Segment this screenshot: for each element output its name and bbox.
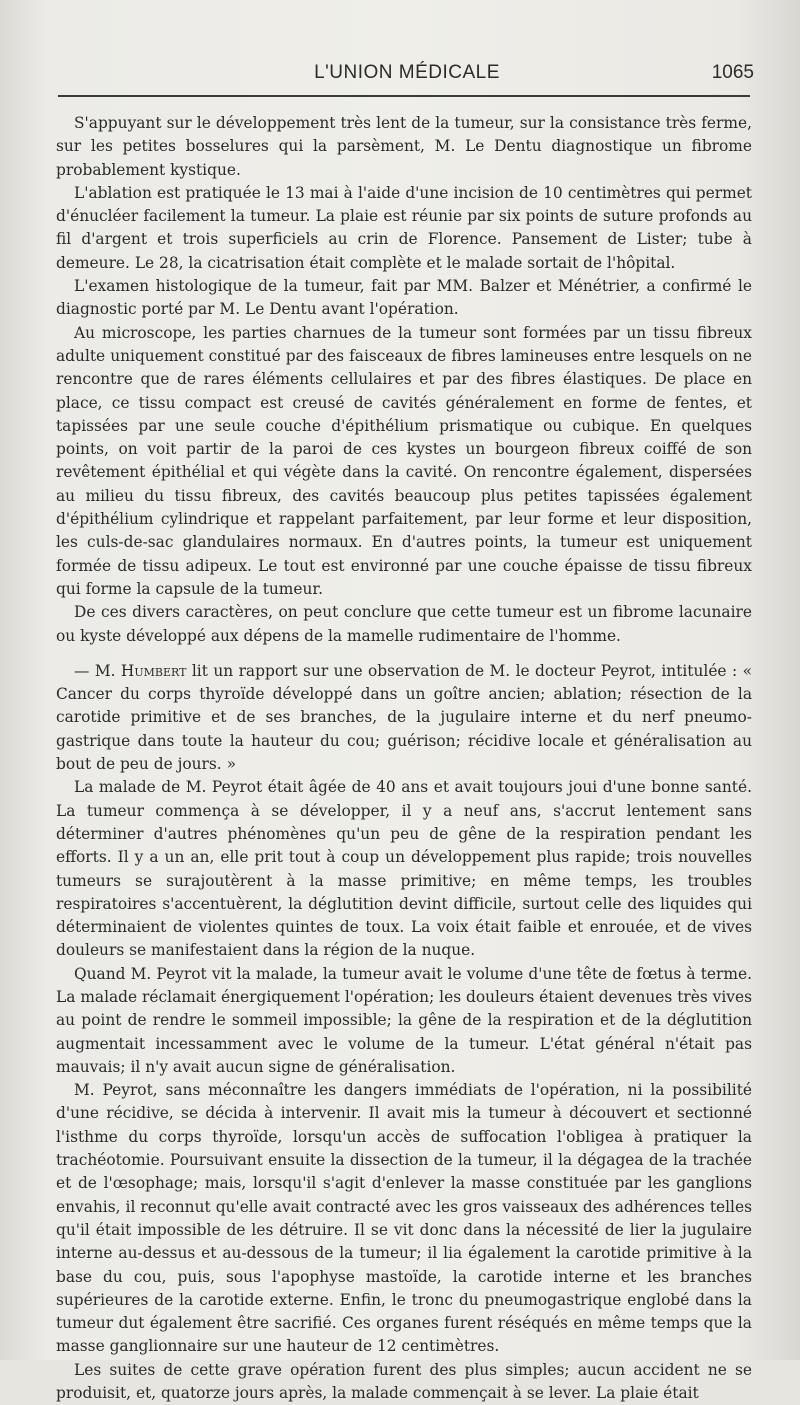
- body-text: [56, 112, 752, 1405]
- paragraph-report: [56, 660, 752, 776]
- paragraph: L'ablation est pratiquée le 13 mai à l'aide d'une incision de 10 centimètres qui permet d'énucléer facilement la tumeur. La plaie est réunie par six points de suture profonds au fil d'argent et trois superficiels au crin de Florence. Pansement de Lister; tube à demeure. Le 28, la cicatrisation était complète et le malade sortait de l'hôpital.: [56, 183, 752, 272]
- paragraph: Les suites de cette grave opération furent des plus simples; aucun accident ne se produisit, et, quatorze jours après, la malade commençait à se lever. La plaie était: [56, 1360, 752, 1403]
- paragraph: La malade de M. Peyrot était âgée de 40 ans et avait toujours joui d'une bonne santé. La tumeur commença à se développer, il y a neuf ans, s'accrut lentement sans déterminer d'autres phénomènes qu'un peu de gêne de la respiration pendant les efforts. Il y a un an, elle prit tout à coup un développement plus rapide; trois nouvelles tumeurs se surajoutèrent à la masse primitive; en même temps, les troubles respiratoires s'accentuèrent, la déglutition devint difficile, surtout celle des liquides qui déterminaient de violentes quintes de toux. La voix était faible et enrouée, et de vives douleurs se manifestaient dans la région de la nuque.: [56, 778, 752, 960]
- paragraph: Au microscope, les parties charnues de la tumeur sont formées par un tissu fibreux adulte uniquement constitué par des faisceaux de fibres lamineuses entre lesquels on ne rencontre que de rares éléments cellulaires et par des fibres élastiques. De place en place, ce tissu compact est creusé de cavités généralement en forme de fentes, et tapissées par une seule couche d'épithélium prismatique ou cubique. En quelques points, on voit partir de la paroi de ces kystes un bourgeon fibreux coiffé de son revêtement épithélial et qui végète dans la cavité. On rencontre également, dispersées au milieu du tissu fibreux, des cavités beaucoup plus petites tapissées également d'épithélium cylindrique et rappelant parfaitement, par leur forme et leur disposition, les culs-de-sac glandulaires normaux. En d'autres points, la tumeur est uniquement formée de tissu adipeux. Le tout est environné par une couche épaisse de tissu fibreux qui forme la capsule de la tumeur.: [56, 323, 752, 598]
- paragraph: De ces divers caractères, on peut conclure que cette tumeur est un fibrome lacunaire ou kyste développé aux dépens de la mamelle rudimentaire de l'homme.: [56, 603, 752, 645]
- page-header: [56, 62, 758, 88]
- report-text: lit un rapport sur une observation de M. le docteur Peyrot, intitulée : « Cancer du corps thyroïde développé dans un goître ancien; ablation; résection de la carotide primitive et de ses branches, de la jugulaire interne et du nerf pneumo-gastrique dans toute la hauteur du cou; guérison; récidive locale et généralisation au bout de peu de jours. »: [56, 661, 753, 774]
- running-title: L'UNION MÉDICALE: [314, 62, 500, 83]
- paragraph: S'appuyant sur le développement très lent de la tumeur, sur la consistance très ferme, sur les petites bosselures qui la parsèment, M. Le Dentu diagnostique un fibrome probablement kystique.: [56, 114, 752, 179]
- report-author: Humbert: [120, 661, 187, 680]
- report-lead: — M.: [74, 661, 121, 680]
- paragraph: L'examen histologique de la tumeur, fait par MM. Balzer et Ménétrier, a confirmé le diagnostic porté par M. Le Dentu avant l'opération.: [56, 277, 752, 319]
- page-number: 1065: [711, 62, 754, 83]
- paragraph: M. Peyrot, sans méconnaître les dangers immédiats de l'opération, ni la possibilité d'une récidive, se décida à intervenir. Il avait mis la tumeur à découvert et sectionné l'isthme du corps thyroïde, lorsqu'un accès de suffocation l'obligea à pratiquer la trachéotomie. Poursuivant ensuite la dissection de la tumeur, il la dégagea de la trachée et de l'œsophage; mais, lorsqu'il s'agit d'enlever la masse constituée par les ganglions envahis, il reconnut qu'elle avait contracté avec les gros vaisseaux des adhérences telles qu'il était impossible de les détruire. Il se vit donc dans la nécessité de lier la jugulaire interne au-dessus et au-dessous de la tumeur; il lia également la carotide primitive à la base du cou, puis, sous l'apophyse mastoïde, la carotide interne et les branches supérieures de la carotide externe. Enfin, le tronc du pneumogastrique englobé dans la tumeur dut également être sacrifié. Ces organes furent réséqués en même temps que la masse ganglionnaire sur une hauteur de 12 centimètres.: [56, 1081, 752, 1356]
- paragraph: Quand M. Peyrot vit la malade, la tumeur avait le volume d'une tête de fœtus à terme. La malade réclamait énergiquement l'opération; les douleurs étaient devenues très vives au point de rendre le sommeil impossible; la gêne de la respiration et de la déglutition augmentait incessamment avec le volume de la tumeur. L'état général n'était pas mauvais; il n'y avait aucun signe de généralisation.: [56, 964, 752, 1076]
- header-rule: [58, 95, 750, 97]
